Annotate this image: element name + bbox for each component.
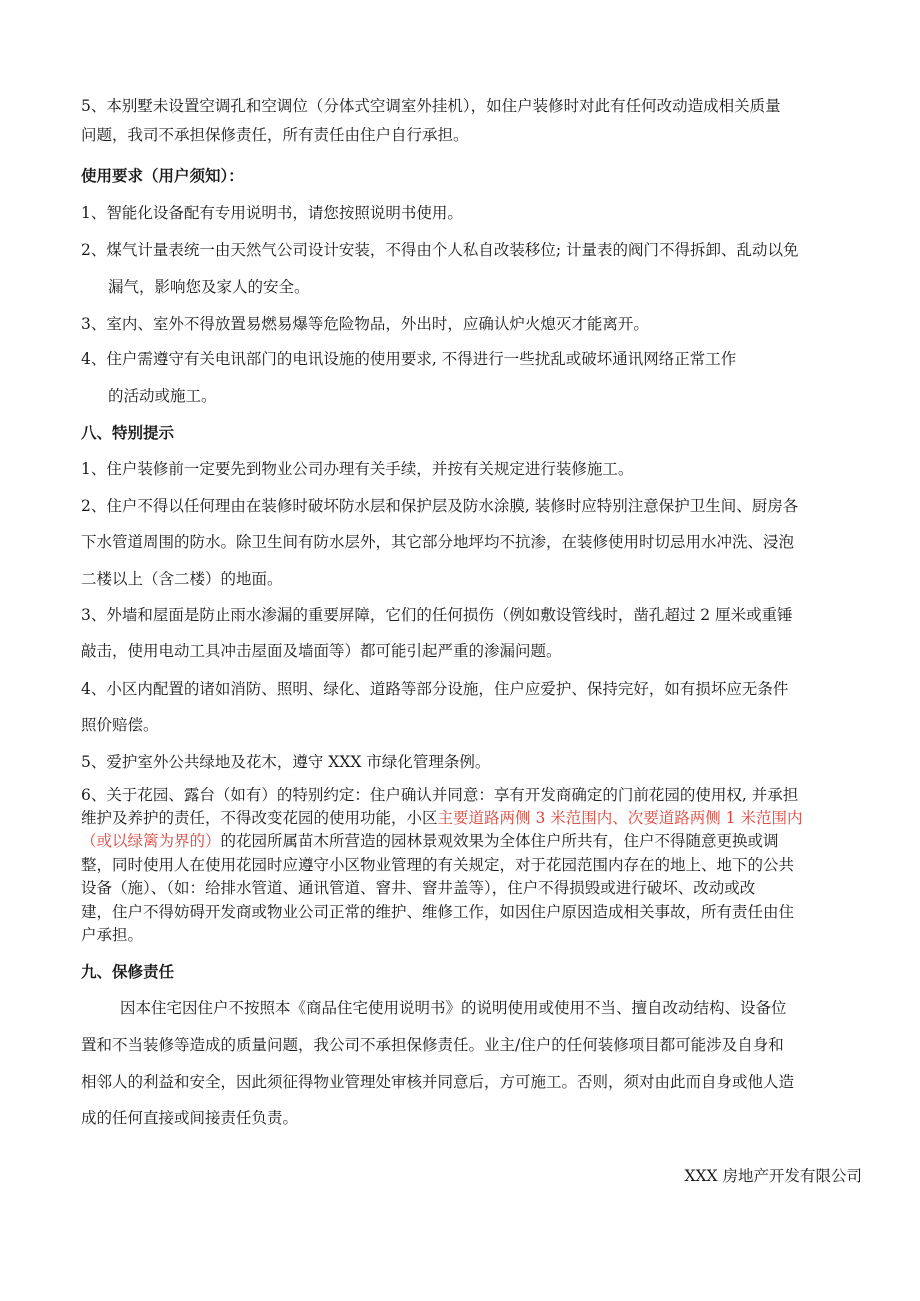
- highlighted-range-text: （或以绿篱为界的）: [81, 832, 221, 850]
- list-item: 3、外墙和屋面是防止雨水渗漏的重要屏障，它们的任何损伤（例如敷设管线时，凿孔超过 2 厘米或重锤: [81, 606, 793, 624]
- paragraph-line: 置和不当装修等造成的质量问题，我公司不承担保修责任。业主/住户的任何装修项目都可能涉及自身和: [81, 1036, 784, 1054]
- paragraph-line: 5、本别墅未设置空调孔和空调位（分体式空调室外挂机），如住户装修时对此有任何改动造成相关质量: [81, 97, 781, 115]
- list-item: 4、住户需遵守有关电讯部门的电讯设施的使用要求, 不得进行一些扰乱或破坏通讯网络正常工作: [81, 350, 737, 368]
- highlighted-range-text: 主要道路两侧 3 米范围内、次要道路两侧 1 米范围内: [437, 809, 803, 827]
- section-heading-usage: 使用要求（用户须知）：: [81, 166, 244, 185]
- list-item: 1、住户装修前一定要先到物业公司办理有关手续，并按有关规定进行装修施工。: [81, 460, 634, 478]
- list-item: 5、爱护室外公共绿地及花木，遵守 XXX 市绿化管理条例。: [81, 753, 491, 771]
- list-item: 4、小区内配置的诸如消防、照明、绿化、道路等部分设施，住户应爱护、保持完好，如有损坏应无条件: [81, 680, 789, 698]
- section-heading-warranty: 九、保修责任: [81, 962, 175, 981]
- paragraph-line: 相邻人的利益和安全，因此须征得物业管理处审核并同意后，方可施工。否则，须对由此而自身或他人造: [81, 1073, 795, 1091]
- list-item: 6、关于花园、露台（如有）的特别约定：住户确认并同意：享有开发商确定的门前花园的使用权, 并承担: [81, 786, 799, 804]
- paragraph-line: 户承担。: [81, 926, 144, 944]
- paragraph-line: 整，同时使用人在使用花园时应遵守小区物业管理的有关规定，对于花园范围内存在的地上、地下的公共: [81, 856, 795, 874]
- paragraph-line: 下水管道周围的防水。除卫生间有防水层外，其它部分地坪均不抗渗，在装修使用时切忌用水冲洗、浸泡: [81, 533, 795, 551]
- list-item: 3、室内、室外不得放置易燃易爆等危险物品，外出时，应确认炉火熄灭才能离开。: [81, 315, 649, 333]
- list-item: 2、住户不得以任何理由在装修时破坏防水层和保护层及防水涂膜, 装修时应特别注意保护卫生间、厨房各: [81, 497, 799, 515]
- list-item: 1、智能化设备配有专用说明书，请您按照说明书使用。: [81, 204, 463, 222]
- paragraph-line: 建，住户不得妨碍开发商或物业公司正常的维护、维修工作，如因住户原因造成相关事故，所有责任由住: [81, 903, 795, 921]
- paragraph-line: 成的任何直接或间接责任负责。: [81, 1109, 299, 1127]
- paragraph-line: 问题，我司不承担保修责任，所有责任由住户自行承担。: [81, 126, 469, 144]
- company-signature: XXX 房地产开发有限公司: [684, 1167, 862, 1185]
- paragraph-line: 二楼以上（含二楼）的地面。: [81, 570, 283, 588]
- paragraph-segment: 维护及养护的责任，不得改变花园的使用功能，小区: [81, 809, 438, 827]
- paragraph-line: 敲击，使用电动工具冲击屋面及墙面等）都可能引起严重的渗漏问题。: [81, 642, 562, 660]
- paragraph-line-highlighted: [81, 808, 802, 828]
- paragraph-segment: 的花园所属苗木所营造的园林景观效果为全体住户所共有，住户不得随意更换或调: [220, 832, 779, 850]
- list-item-continuation: 漏气，影响您及家人的安全。: [108, 278, 310, 296]
- paragraph-line: 照价赔偿。: [81, 716, 159, 734]
- section-heading-special-notes: 八、特别提示: [81, 423, 175, 442]
- paragraph-line-highlighted: [81, 831, 779, 851]
- list-item-continuation: 的活动或施工。: [108, 387, 217, 405]
- list-item: 2、煤气计量表统一由天然气公司设计安装，不得由个人私自改装移位; 计量表的阀门不得拆卸、乱动以免: [81, 241, 799, 259]
- paragraph-line: 设备（施）、（如：给排水管道、通讯管道、窨井、窨井盖等），住户不得损毁或进行破坏、改动或改: [81, 879, 756, 897]
- paragraph-line: 因本住宅因住户不按照本《商品住宅使用说明书》的说明使用或使用不当、擅自改动结构、设备位: [120, 999, 787, 1017]
